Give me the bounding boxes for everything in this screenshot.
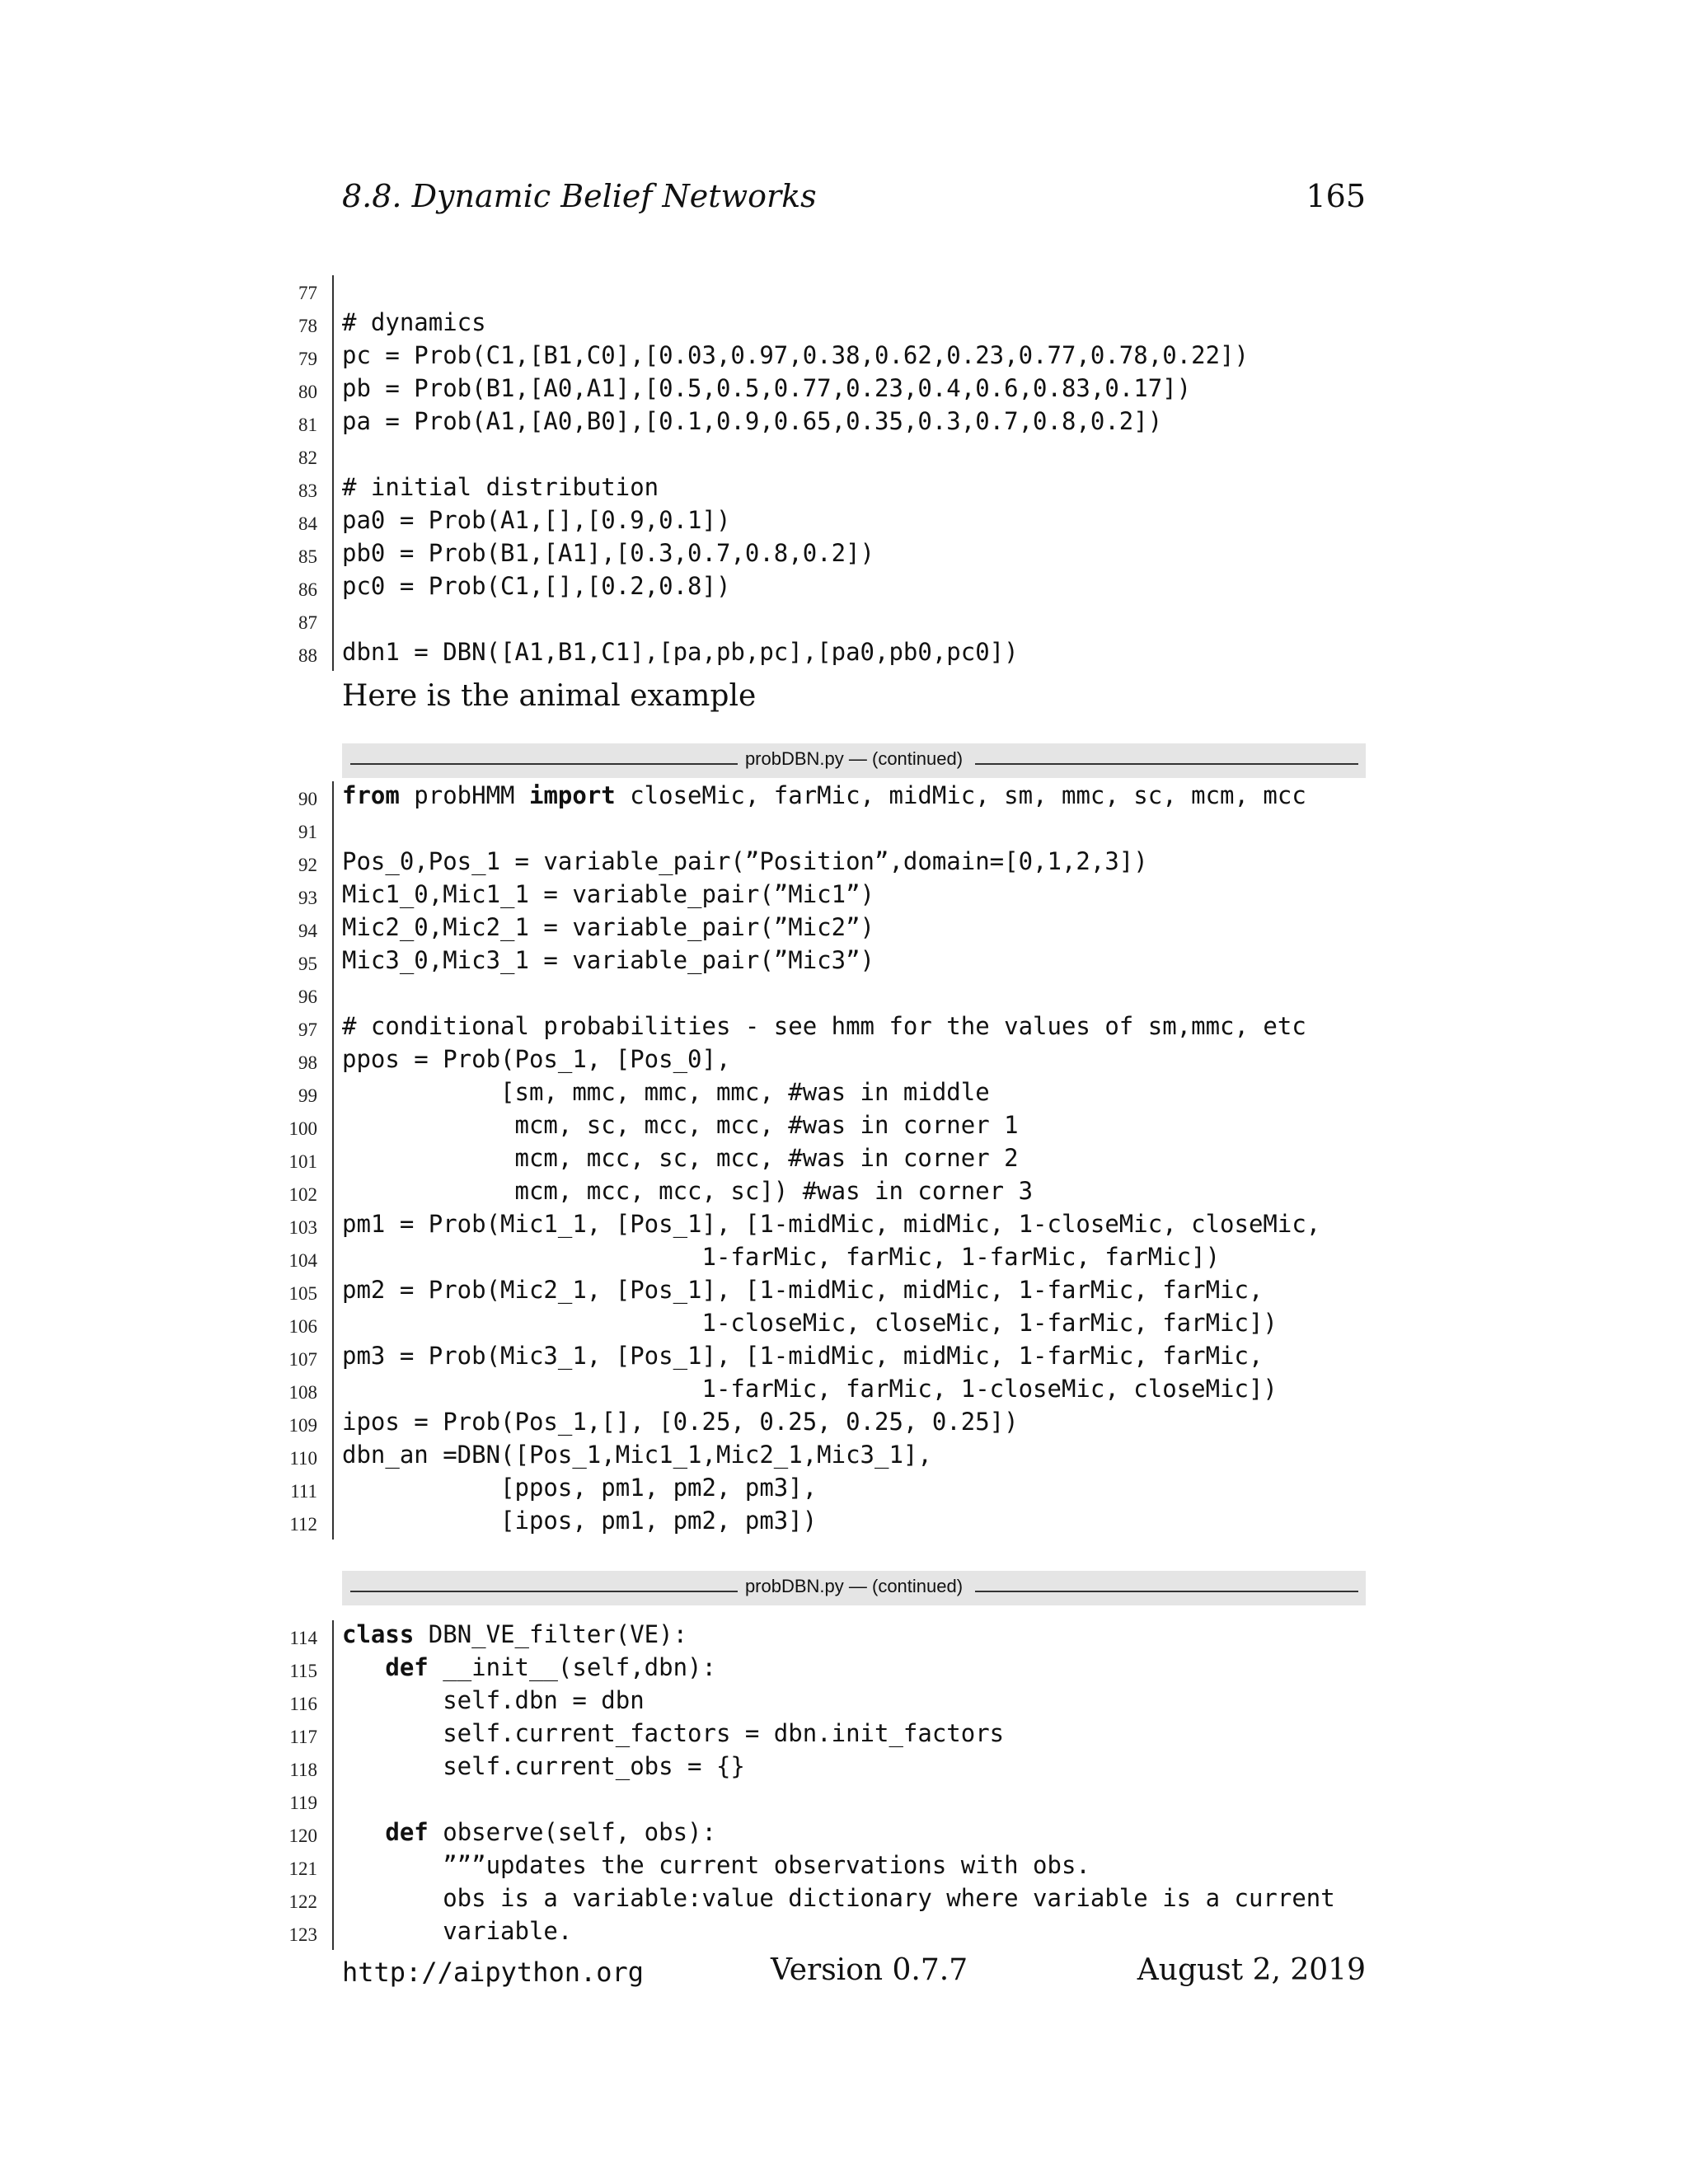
code-line (342, 1408, 1019, 1436)
line-number: 100 (288, 1118, 317, 1139)
line-number: 102 (288, 1184, 317, 1205)
code-line (342, 572, 730, 600)
line-number: 84 (298, 513, 317, 534)
code-block-animal-example (280, 781, 1368, 1540)
line-number: 114 (289, 1628, 317, 1648)
code-text: ipos = Prob(Pos_1,[], [0.25, 0.25, 0.25, 0.25]) (342, 1408, 1019, 1436)
line-number: 79 (298, 349, 317, 369)
code-line (342, 1243, 1220, 1271)
code-text: Pos_0,Pos_1 = variable_pair(”Position”,domain=[0,1,2,3]) (342, 847, 1148, 875)
line-number: 117 (289, 1727, 317, 1747)
line-number: 83 (298, 480, 317, 501)
code-line (342, 1884, 1335, 1912)
code-line (342, 1045, 730, 1073)
code-line (342, 1686, 645, 1714)
code-text: Mic1_0,Mic1_1 = variable_pair(”Mic1”) (342, 880, 875, 908)
code-line (342, 539, 874, 567)
code-text: mcm, mcc, sc, mcc, #was in corner 2 (342, 1144, 1019, 1172)
code-line (342, 1653, 716, 1681)
code-line (342, 1752, 745, 1780)
line-number: 107 (288, 1349, 317, 1370)
code-line (342, 781, 1306, 809)
line-number: 91 (298, 822, 317, 842)
line-number: 109 (288, 1415, 317, 1436)
code-file-label: probDBN.py — (continued) (742, 1576, 966, 1596)
code-line (342, 1276, 1263, 1304)
code-line (342, 1719, 1004, 1747)
code-text: pc = Prob(C1,[B1,C0],[0.03,0.97,0.38,0.62,0.23,0.77,0.78,0.22]) (342, 341, 1249, 369)
line-number: 94 (298, 921, 317, 941)
code-text: # dynamics (342, 308, 486, 336)
line-number: 97 (298, 1019, 317, 1040)
line-number: 112 (289, 1514, 317, 1535)
line-number: 108 (288, 1382, 317, 1403)
code-line (342, 407, 1162, 435)
code-text: mcm, mcc, mcc, sc]) #was in corner 3 (342, 1177, 1034, 1205)
line-number: 119 (289, 1793, 317, 1813)
code-line (342, 1309, 1278, 1337)
code-line (342, 308, 486, 336)
line-number: 103 (288, 1217, 317, 1238)
code-line (342, 506, 730, 534)
code-file-banner (342, 1571, 1366, 1605)
line-number: 78 (298, 316, 317, 336)
code-text: pa = Prob(A1,[A0,B0],[0.1,0.9,0.65,0.35,0.3,0.7,0.8,0.2]) (342, 407, 1163, 435)
code-line (342, 1620, 687, 1648)
code-text: pb0 = Prob(B1,[A1],[0.3,0.7,0.8,0.2]) (342, 539, 875, 567)
code-text: mcm, sc, mcc, mcc, #was in corner 1 (342, 1111, 1019, 1139)
line-number: 110 (289, 1448, 317, 1469)
code-line (342, 1111, 1019, 1139)
code-line (342, 880, 874, 908)
code-text: Mic3_0,Mic3_1 = variable_pair(”Mic3”) (342, 946, 875, 974)
code-text: pm1 = Prob(Mic1_1, [Pos_1], [1-midMic, midMic, 1-closeMic, closeMic, (342, 1210, 1321, 1238)
code-line (342, 847, 1148, 875)
line-number: 95 (298, 954, 317, 974)
code-keyword: def (385, 1818, 429, 1846)
code-text: pm2 = Prob(Mic2_1, [Pos_1], [1-midMic, midMic, 1-farMic, farMic, (342, 1276, 1264, 1304)
code-keyword: import (528, 781, 616, 809)
line-number: 99 (298, 1085, 317, 1106)
code-line (342, 1507, 817, 1535)
code-text: __init__(self,dbn): (428, 1653, 716, 1681)
code-line (342, 1012, 1306, 1040)
code-line (342, 1474, 817, 1502)
code-line (342, 1917, 572, 1945)
code-text: pc0 = Prob(C1,[],[0.2,0.8]) (342, 572, 731, 600)
code-text (342, 1818, 385, 1846)
code-block-ve-filter (280, 1620, 1368, 1950)
code-text: pb = Prob(B1,[A0,A1],[0.5,0.5,0.77,0.23,0.4,0.6,0.83,0.17]) (342, 374, 1192, 402)
line-number: 81 (298, 415, 317, 435)
line-number: 98 (298, 1052, 317, 1073)
line-number: 86 (298, 579, 317, 600)
code-gutter-rule (332, 1620, 334, 1950)
code-line (342, 1851, 1090, 1879)
code-block-dbn-example (280, 275, 1368, 671)
code-text (342, 1653, 385, 1681)
code-text: closeMic, farMic, midMic, sm, mmc, sc, mcm, mcc (615, 781, 1306, 809)
line-number: 121 (288, 1858, 317, 1879)
code-keyword: def (385, 1653, 429, 1681)
code-text: 1-closeMic, closeMic, 1-farMic, farMic]) (342, 1309, 1278, 1337)
code-text: dbn_an =DBN([Pos_1,Mic1_1,Mic2_1,Mic3_1], (342, 1441, 932, 1469)
code-text: # initial distribution (342, 473, 659, 501)
code-keyword: from (342, 781, 400, 809)
page-number: 165 (1306, 178, 1366, 214)
code-text: [ppos, pm1, pm2, pm3], (342, 1474, 818, 1502)
line-number: 96 (298, 987, 317, 1007)
code-line (342, 1078, 990, 1106)
footer-url: http://aipython.org (342, 1957, 645, 1988)
line-number: 123 (288, 1924, 317, 1945)
code-text: 1-farMic, farMic, 1-closeMic, closeMic]) (342, 1375, 1278, 1403)
line-number: 111 (290, 1481, 317, 1502)
line-number: 115 (289, 1661, 317, 1681)
code-text: self.current_obs = {} (342, 1752, 745, 1780)
code-text: probHMM (399, 781, 529, 809)
line-number: 85 (298, 546, 317, 567)
code-gutter-rule (332, 781, 334, 1540)
line-number: 122 (288, 1891, 317, 1912)
code-line (342, 1177, 1033, 1205)
code-file-label: probDBN.py — (continued) (742, 748, 966, 769)
line-number: 90 (298, 789, 317, 809)
footer-version: Version 0.7.7 (771, 1953, 968, 1987)
code-text: observe(self, obs): (428, 1818, 716, 1846)
line-number: 120 (288, 1825, 317, 1846)
line-number: 105 (288, 1283, 317, 1304)
code-line (342, 1210, 1320, 1238)
code-text: 1-farMic, farMic, 1-farMic, farMic]) (342, 1243, 1221, 1271)
code-text: # conditional probabilities - see hmm for the values of sm,mmc, etc (342, 1012, 1306, 1040)
footer-date: August 2, 2019 (1137, 1953, 1366, 1987)
code-text: variable. (342, 1917, 573, 1945)
code-text: dbn1 = DBN([A1,B1,C1],[pa,pb,pc],[pa0,pb0,pc0]) (342, 638, 1019, 666)
code-line (342, 1342, 1263, 1370)
code-text: obs is a variable:value dictionary where variable is a current (342, 1884, 1335, 1912)
code-line (342, 1144, 1019, 1172)
code-file-banner (342, 743, 1366, 778)
code-text: pm3 = Prob(Mic3_1, [Pos_1], [1-midMic, midMic, 1-farMic, farMic, (342, 1342, 1264, 1370)
line-number: 87 (298, 612, 317, 633)
line-number: 77 (298, 283, 317, 303)
code-line (342, 473, 659, 501)
code-line (342, 1441, 932, 1469)
code-gutter-rule (332, 275, 334, 671)
line-number: 116 (289, 1694, 317, 1714)
line-number: 106 (288, 1316, 317, 1337)
code-text: ”””updates the current observations with obs. (342, 1851, 1090, 1879)
code-line (342, 946, 874, 974)
code-keyword: class (342, 1620, 415, 1648)
line-number: 118 (289, 1760, 317, 1780)
code-text: self.current_factors = dbn.init_factors (342, 1719, 1005, 1747)
line-number: 82 (298, 448, 317, 468)
line-number: 104 (288, 1250, 317, 1271)
code-text: ppos = Prob(Pos_1, [Pos_0], (342, 1045, 731, 1073)
code-line (342, 1818, 716, 1846)
code-text: pa0 = Prob(A1,[],[0.9,0.1]) (342, 506, 731, 534)
code-text: [sm, mmc, mmc, mmc, #was in middle (342, 1078, 990, 1106)
line-number: 93 (298, 888, 317, 908)
line-number: 101 (288, 1151, 317, 1172)
code-line (342, 1375, 1278, 1403)
line-number: 92 (298, 855, 317, 875)
body-paragraph: Here is the animal example (342, 679, 757, 713)
code-text: [ipos, pm1, pm2, pm3]) (342, 1507, 818, 1535)
code-text: DBN_VE_filter(VE): (414, 1620, 688, 1648)
code-line (342, 341, 1249, 369)
code-text: Mic2_0,Mic2_1 = variable_pair(”Mic2”) (342, 913, 875, 941)
code-line (342, 913, 874, 941)
line-number: 88 (298, 645, 317, 666)
code-line (342, 638, 1019, 666)
code-line (342, 374, 1191, 402)
line-number: 80 (298, 382, 317, 402)
code-text: self.dbn = dbn (342, 1686, 645, 1714)
section-header: 8.8. Dynamic Belief Networks (342, 178, 817, 214)
